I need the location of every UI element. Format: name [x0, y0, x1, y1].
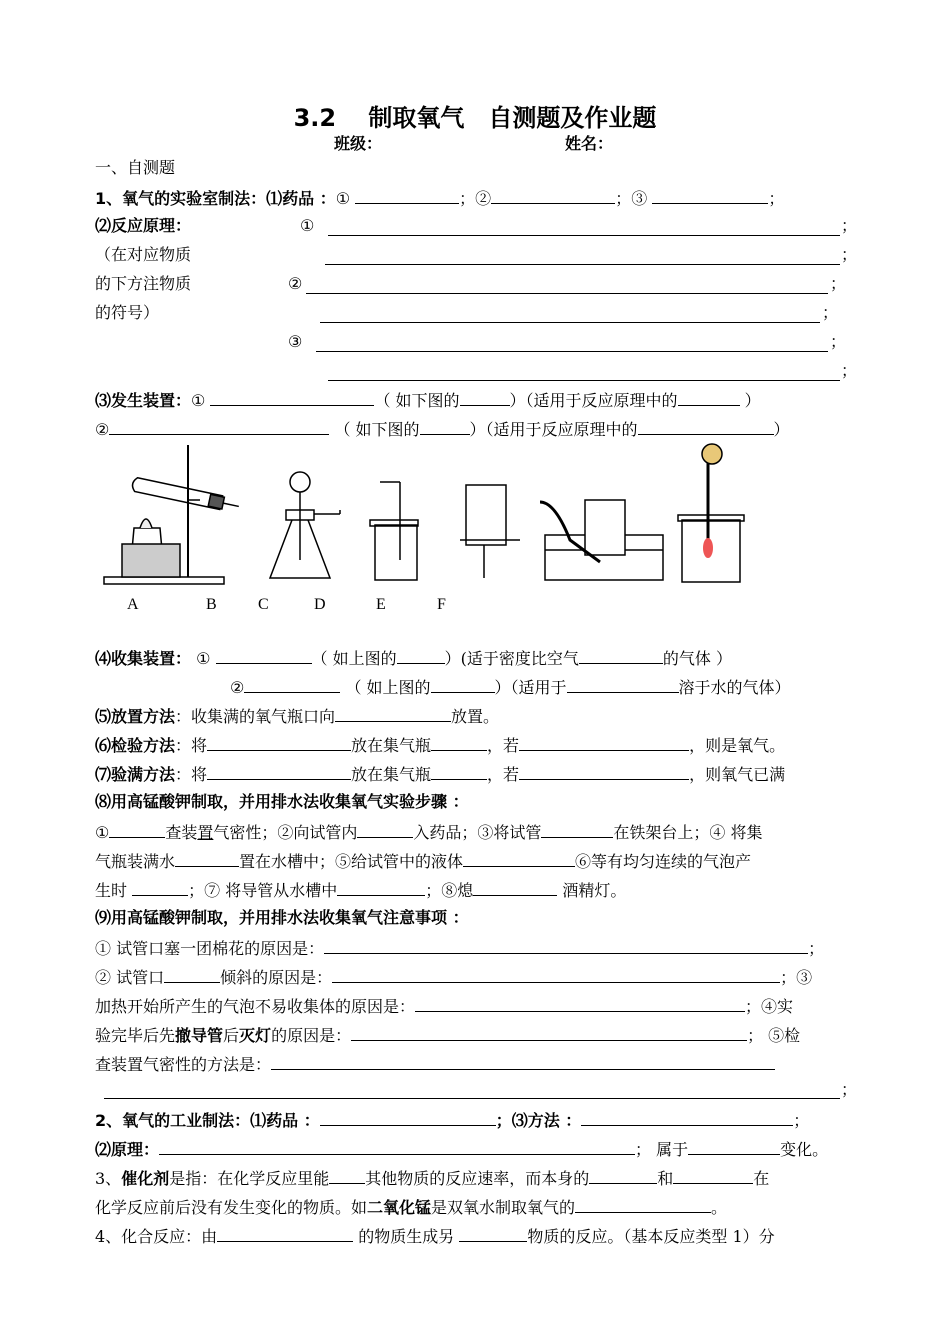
- blank[interactable]: [306, 292, 828, 294]
- q1-collection-line2: ② （ 如上图的 ）（适用于 溶于水的气体）: [230, 678, 791, 697]
- q1-generation-line2: ② （ 如下图的 ）（适用于反应原理中的 ）: [95, 420, 790, 439]
- q1-notes-line5: 查装置气密性的方法是：: [95, 1053, 775, 1075]
- blank[interactable]: [688, 1138, 780, 1155]
- blank[interactable]: [320, 321, 820, 323]
- figure-label: E: [376, 596, 386, 613]
- note: 的下方注物质: [95, 274, 192, 293]
- blank[interactable]: [460, 389, 510, 406]
- blank[interactable]: [431, 734, 487, 751]
- q1-drugs-line: 1、氧气的实验室制法：⑴药品 ：① ；② ；③ ；: [95, 189, 785, 208]
- q1-steps-title: ⑻用高锰酸钾制取，并用排水法收集氧气实验步骤 ：: [95, 792, 469, 811]
- q1-principle-label: ⑵反应原理：: [95, 216, 192, 235]
- q1-steps-line2: 气瓶装满水 置在水槽中；⑤给试管中的液体 ⑥等有均匀连续的气泡产: [95, 852, 752, 871]
- q1-notes-line2: ② 试管口 倾斜的原因是： ；③: [95, 968, 813, 987]
- note: 的符号）: [95, 303, 160, 322]
- blank[interactable]: [397, 647, 445, 664]
- q2-line1: 2、氧气的工业制法：⑴药品 ： ；⑶方法 ： ；: [95, 1111, 810, 1130]
- blank[interactable]: [109, 821, 165, 838]
- q1-notes-title: ⑼用高锰酸钾制取，并用排水法收集氧气注意事项 ：: [95, 908, 469, 927]
- figure-label: F: [437, 596, 446, 613]
- blank[interactable]: [132, 879, 188, 896]
- section-heading: 一、自测题: [95, 158, 176, 177]
- blank[interactable]: [328, 379, 840, 381]
- blank[interactable]: [575, 1196, 711, 1213]
- page-title: 3.2 制取氧气 自测题及作业题: [293, 104, 657, 132]
- q3-line1: 3、催化剂是指：在化学反应里能 其他物质的反应速率，而本身的 和 在: [95, 1169, 770, 1188]
- blank[interactable]: [217, 1225, 353, 1242]
- q1-test-method: ⑹检验方法：将 放在集气瓶 ，若 ，则是氧气。: [95, 736, 786, 755]
- q1-collection-line1: ⑷收集装置： ① （ 如上图的 ）(适于密度比空气 的气体 ）: [95, 649, 732, 668]
- semicolon: ；: [841, 245, 858, 264]
- blank[interactable]: [244, 676, 340, 693]
- blank[interactable]: [337, 879, 425, 896]
- q1-generation-line1: ⑶发生装置：① （ 如下图的 ）（适用于反应原理中的 ）: [95, 391, 761, 410]
- blank[interactable]: [324, 937, 808, 954]
- blank[interactable]: [420, 418, 470, 435]
- blank[interactable]: [519, 734, 689, 751]
- semicolon: ；: [841, 361, 858, 380]
- blank[interactable]: [207, 734, 351, 751]
- marker: ②: [288, 274, 303, 293]
- q1-steps-line1: ① 查装置气密性；②向试管内 入药品；③将试管 在铁架台上；④ 将集: [95, 823, 763, 842]
- blank[interactable]: [589, 1167, 657, 1184]
- q4-line1: 4、化合反应：由 的物质生成另 物质的反应。（基本反应类型 1）分: [95, 1227, 775, 1246]
- blank[interactable]: [332, 966, 780, 983]
- figure-label: A: [127, 596, 139, 613]
- class-label: 班级：: [334, 134, 383, 153]
- q1-steps-line3: 生时 ；⑦ 将导管从水槽中 ；⑧熄 酒精灯。: [95, 881, 627, 900]
- semicolon: ；: [841, 216, 858, 235]
- blank[interactable]: [207, 763, 351, 780]
- name-label: 姓名：: [565, 134, 614, 153]
- blank[interactable]: [316, 350, 828, 352]
- marker: ①: [300, 216, 315, 235]
- marker: ③: [288, 332, 303, 351]
- blank[interactable]: [638, 418, 774, 435]
- q1-full-check: ⑺验满方法：将 放在集气瓶 ，若 ，则氧气已满: [95, 765, 786, 784]
- blank[interactable]: [581, 1109, 793, 1126]
- blank[interactable]: [459, 1225, 527, 1242]
- blank[interactable]: [579, 647, 663, 664]
- q1-notes-line1: ① 试管口塞一团棉花的原因是： ；: [95, 939, 825, 958]
- blank[interactable]: [271, 1053, 775, 1070]
- blank[interactable]: [104, 1097, 840, 1099]
- blank[interactable]: [210, 389, 374, 406]
- blank[interactable]: [357, 821, 413, 838]
- blank[interactable]: [159, 1138, 635, 1155]
- blank[interactable]: [329, 1167, 365, 1184]
- blank[interactable]: [175, 850, 239, 867]
- blank[interactable]: [320, 1109, 496, 1126]
- blank[interactable]: [109, 418, 329, 435]
- blank[interactable]: [351, 1024, 747, 1041]
- blank[interactable]: [491, 187, 615, 204]
- blank[interactable]: [541, 821, 613, 838]
- blank[interactable]: [216, 647, 312, 664]
- figure-label: D: [314, 596, 326, 613]
- q3-line2: 化学反应前后没有发生变化的物质。如二氧化锰是双氧水制取氧气的 。: [95, 1198, 728, 1217]
- blank[interactable]: [519, 763, 689, 780]
- q2-line2: ⑵原理： ； 属于 变化。: [95, 1140, 829, 1159]
- blank[interactable]: [678, 389, 740, 406]
- q1-notes-line4: 验完毕后先撤导管后灭灯的原因是： ； ⑤检: [95, 1026, 801, 1045]
- blank[interactable]: [335, 705, 451, 722]
- blank[interactable]: [567, 676, 679, 693]
- semicolon: ；: [841, 1080, 858, 1099]
- blank[interactable]: [415, 995, 745, 1012]
- figure-label: C: [258, 596, 269, 613]
- blank[interactable]: [328, 234, 840, 236]
- q1-notes-line3: 加热开始所产生的气泡不易收集体的原因是： ；④实: [95, 997, 794, 1016]
- apparatus-figure: [100, 440, 760, 590]
- semicolon: ；: [822, 303, 839, 322]
- blank[interactable]: [473, 879, 557, 896]
- blank[interactable]: [673, 1167, 753, 1184]
- semicolon: ；: [830, 274, 847, 293]
- note: （在对应物质: [95, 245, 192, 264]
- blank[interactable]: [431, 676, 495, 693]
- blank[interactable]: [164, 966, 220, 983]
- semicolon: ；: [830, 332, 847, 351]
- blank[interactable]: [431, 763, 487, 780]
- q1-placement: ⑸放置方法：收集满的氧气瓶口向 放置。: [95, 707, 500, 726]
- figure-label: B: [206, 596, 217, 613]
- blank[interactable]: [355, 187, 459, 204]
- blank[interactable]: [463, 850, 575, 867]
- blank[interactable]: [652, 187, 768, 204]
- blank[interactable]: [325, 263, 840, 265]
